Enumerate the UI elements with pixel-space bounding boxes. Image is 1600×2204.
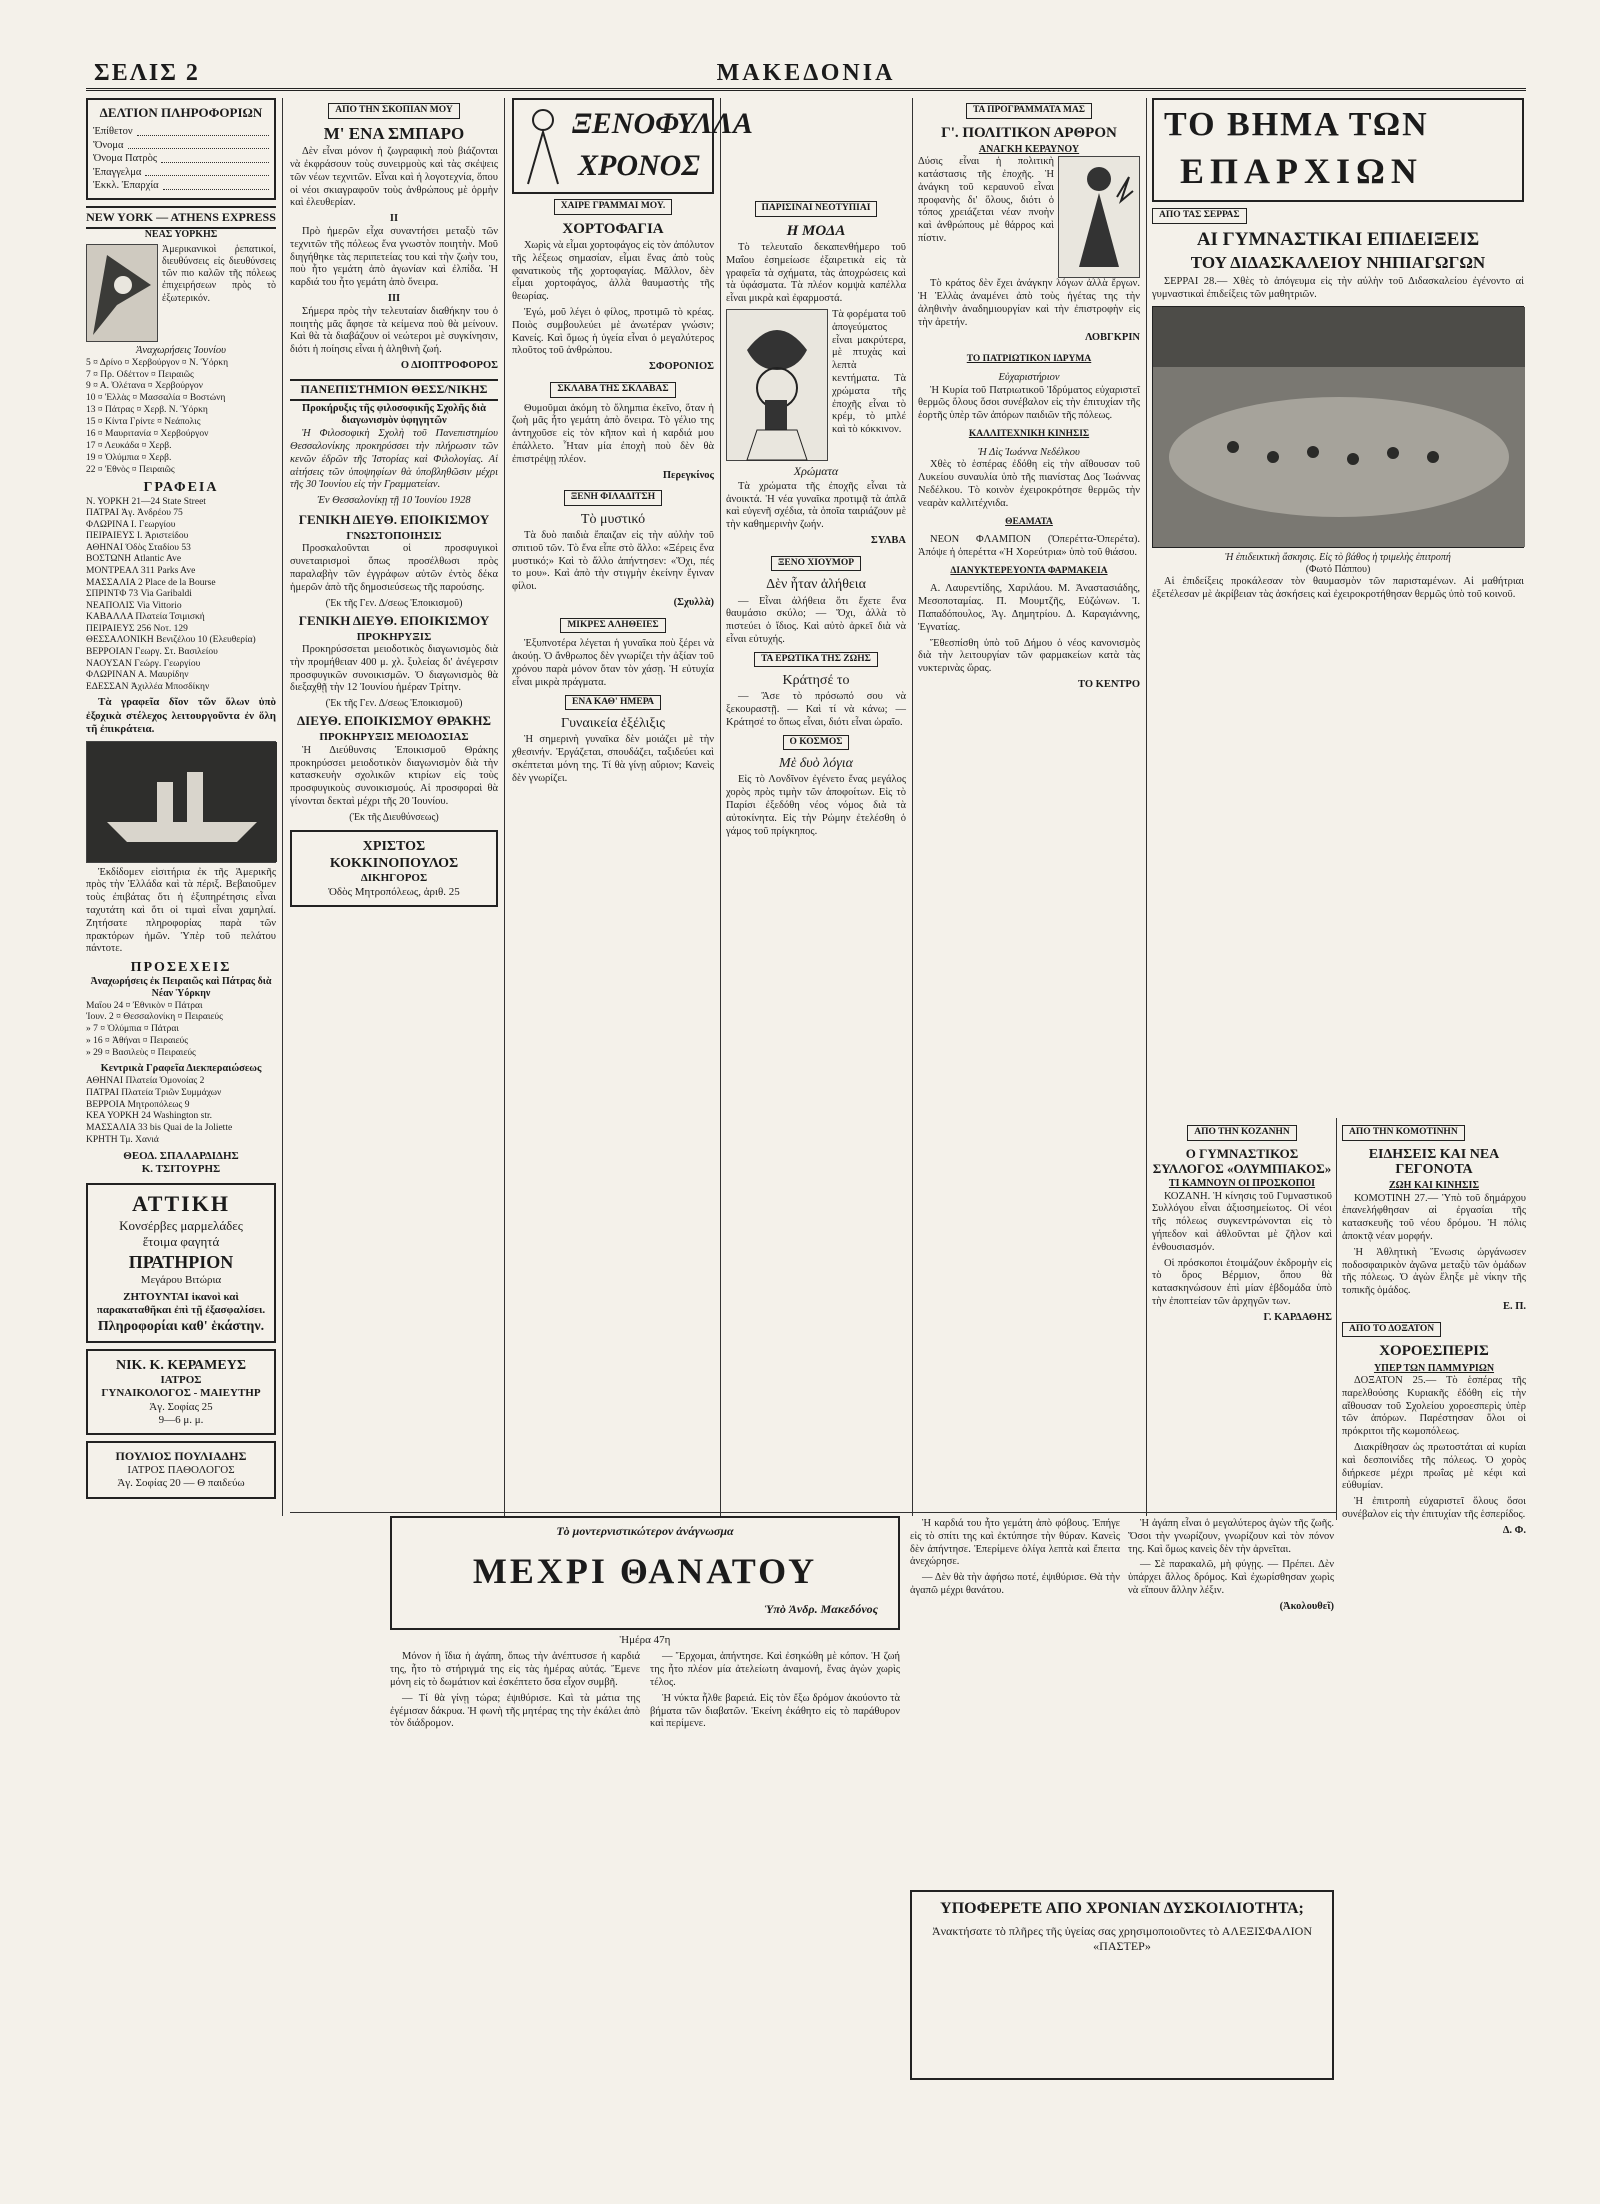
- agent-name-2: Κ. ΤΣΙΤΟΥΡΗΣ: [141, 1163, 221, 1176]
- article-paragraph: ΝΕΟΝ ΦΛΑΜΠΟΝ (Ὀπερέττα-Ὀπερέτα). Ἀπόψε ἡ ὀπερέττα «Ἡ Χορεύτρια» ὑπὸ τοῦ θιάσου.: [918, 534, 1140, 558]
- article-paragraph: Δύσις εἶναι ἡ πολιτικὴ κατάστασις τῆς ἐποχῆς. Ἡ ἀνάγκη τοῦ κεραυνοῦ εἶναι προφανὴς δι' ὅλους, διότι ὁ τόπος χρειάζεται νέαν πνοὴν καὶ ἀνθρώπους μὲ θάρρος καὶ πίστιν.: [918, 156, 1054, 245]
- list-item: ΜΑΣΣΑΛΙΑ 2 Place de la Bourse: [86, 577, 216, 588]
- list-item: Ν. ΥΟΡΚΗ 21—24 State Street: [86, 496, 206, 507]
- notice-source: (Ἐκ τῆς Γεν. Δ/σεως Ἐποικισμοῦ): [325, 597, 463, 609]
- column-rule: [912, 98, 913, 1516]
- article-paragraph: Α. Λαυρεντίδης, Χαριλάου. Μ. Ἀναστασιάδης, Μεσοποταμίας. Π. Μουμτζῆς, Εὐζώνων. Ἰ. Παπαδόπουλος, Ἀγ. Δημητρίου. Δ. Καραγιάννης, Ἐγνατίας.: [918, 583, 1140, 633]
- article-subtitle: Χρώματα: [793, 464, 839, 479]
- notice-date: Ἐν Θεσσαλονίκῃ τῇ 10 Ἰουνίου 1928: [317, 495, 471, 507]
- article-title: Η ΜΟΔΑ: [786, 222, 846, 239]
- section-kicker: ΣΚΛΑΒΑ ΤΗΣ ΣΚΛΑΒΑΣ: [550, 382, 675, 398]
- article-paragraph: Θυμοῦμαι ἀκόμη τὸ ὄλημπια ἐκεῖνο, ὅταν ἡ ζωὴ μᾶς ἦτο γεμάτη ἀπὸ ὄνειρα. Τὸ γέλιο της ἀντηχοῦσε εἰς τὸν κῆπον καὶ ἡ καρδιά μου ἐπάλλετο. Ἦταν μία ἐποχὴ ποὺ δὲν θὰ ἐπιστρέψῃ πλέον.: [512, 402, 714, 465]
- form-row: Ὀνομα Πατρὸς: [93, 152, 269, 166]
- ship-text: Ἐκδίδομεν εἰσιτήρια ἐκ τῆς Ἀμερικῆς πρὸς τὴν Ἑλλάδα καὶ τὰ πέριξ. Βεβαιοῦμεν τοὺς ἐπιβάτας ὅτι ἡ ἐξυπηρέτησις εἶναι ταχυτάτη καὶ ὅτι οἱ τιμαὶ εἶναι χαμηλαί. Ζητήσατε πληροφορίας παρὰ τῶν πρακτόρων ἡμῶν. Ὑπὲρ τοῦ πελάτου πάντοτε.: [86, 866, 276, 955]
- xenofylla-title-b: ΧΡΟΝΟΣ: [578, 149, 700, 182]
- figure-illustration: [518, 104, 568, 186]
- article-paragraph: Τὸ τελευταῖο δεκαπενθήμερο τοῦ Μαΐου ἐσημείωσε ἐξαιρετικὰ εἰς τὰ γραφεῖα τὰ σχήματα, τὰς ἀποχρώσεις καὶ τὰ ὑφάσματα. Τὰ πλέον κομψὰ καπέλλα εἶναι μικρὰ καὶ ἐφαρμοστά.: [726, 242, 906, 305]
- article-paragraph: Δὲν εἶναι μόνον ἡ ζωγραφικὴ ποὺ βιάζονται νὰ ἐκφράσουν τοὺς συνειρμοὺς καὶ τὰς σκέψεις τῶν νέων τεχνιτῶν. Εἶναι καὶ ἡ λογοτεχνία, ὅπου οἱ νέοι σκιαγραφοῦν τοὺς ἀνθρώπους μὲ ὁρμὴν καὶ ἐλευθερίαν.: [290, 146, 498, 209]
- list-item: ΚΡΗΤΗ Τμ. Χανιά: [86, 1135, 159, 1146]
- article-paragraph: Εἰς τὸ Λονδῖνον ἐγένετο ἕνας μεγάλος χορὸς πρὸς τιμὴν τῶν ἀποφοίτων. Εἰς τὸ Παρίσι ἐξεδόθη νέος νόμος διὰ τὰ αὐτοκίνητα. Εἰς τὴν Ρώμην ἐτελέσθη ὁ γάμος τοῦ πρίγκηπος.: [726, 774, 906, 837]
- column-2: ΑΠΟ ΤΗΝ ΣΚΟΠΙΑΝ ΜΟΥ Μ' ΕΝΑ ΣΜΠΑΡΟ Δὲν εἶναι μόνον ἡ ζωγραφικὴ ποὺ βιάζονται νὰ ἐκφράσουν τοὺς συνειρμοὺς καὶ τὰς σκέψεις τῶν νέων τεχνιτῶν. Εἶναι καὶ ἡ λογοτεχνία, ὅπου οἱ νέοι σκιαγραφοῦν τοὺς ἀνθρώπους μὲ ὁρμὴν καὶ ἐλευθερίαν. II Πρὸ ἡμερῶν εἶχα συναντήσει μεταξὺ τῶν τεχνιτῶν τῆς πόλεως ἕνα γνωστὸν ποιητὴν. Μοῦ διηγήθηκε τὰς περιπετείας του καὶ τὴν ζωὴν του, ποὺ ἦτο γεμάτη ἀπὸ ἀγωνίαν καὶ ἐλπίδα. Ἡ καρδιά του ἦτο γεμάτη ἀπὸ ὄνειρα. III Σήμερα πρὸς τὴν τελευταίαν διαθήκην του ὁ ποιητὴς μᾶς ἄφησε τὰ κείμενα ποὺ θὰ μείνουν. Καὶ θὰ τὰ διαβάζουν οἱ νεώτεροι μὲ συγκίνησιν, διότι ἡ ποίησις εἶναι ἡ ἀληθινὴ ζωή. Ο ΔΙΟΠΤΡΟΦΟΡΟΣ ΠΑΝΕΠΙΣΤΗΜΙΟΝ ΘΕΣΣ/ΝΙΚΗΣ Προκήρυξις τῆς φιλοσοφικῆς Σχολῆς διὰ διαγωνισμὸν ὑφηγητῶν Ἡ Φιλοσοφικὴ Σχολὴ τοῦ Πανεπιστημίου Θεσσαλονίκης προκηρύσσει τὴν πλήρωσιν τῶν κενῶν ἐδρῶν τῆς Ἱστορίας καὶ Φιλολογίας. Αἱ αἰτήσεις τῶν ὑποψηφίων θὰ ὑποβληθῶσιν μέχρι τῆς 30 Ἰουνίου εἰς τὴν Γραμματείαν. Ἐν Θεσσαλονίκῃ τῇ 10 Ἰουνίου 1928 ΓΕΝΙΚΗ ΔΙΕΥΘ. ΕΠΟΙΚΙΣΜΟΥ ΓΝΩΣΤΟΠΟΙΗΣΙΣ Προσκαλοῦνται οἱ προσφυγικοὶ συνεταιρισμοὶ ὅπως προσέλθωσι πρὸς παραλαβὴν τῶν ἐγγράφων αὐτῶν ἐντὸς δέκα ἡμερῶν ἀπὸ τῆς δημοσιεύσεως τῆς παρούσης. (Ἐκ τῆς Γεν. Δ/σεως Ἐποικισμοῦ) ΓΕΝΙΚΗ ΔΙΕΥΘ. ΕΠΟΙΚΙΣΜΟΥ ΠΡΟΚΗΡΥΞΙΣ Προκηρύσσεται μειοδοτικὸς διαγωνισμὸς διὰ τὴν προμήθειαν 400 μ. χλ. ξυλείας δι' ἀνέγερσιν προσφυγικῶν συνοικισμῶν. Ὁ διαγωνισμὸς θὰ διεξαχθῇ τὴν 12 Ἰουνίου ἡμέραν Τρίτην. (Ἐκ τῆς Γεν. Δ/σεως Ἐποικισμοῦ) ΔΙΕΥΘ. ΕΠΟΙΚΙΣΜΟΥ ΘΡΑΚΗΣ ΠΡΟΚΗΡΥΞΙΣ ΜΕΙΟΔΟΣΙΑΣ Ἡ Διεύθυνσις Ἐποικισμοῦ Θράκης προκηρύσσει μειοδοτικὸν διαγωνισμὸν διὰ τὴν κατασκευὴν σχολικῶν κτιρίων εἰς τοὺς προσφυγικοὺς συνοικισμούς. Αἱ προσφοραὶ θὰ γίνονται δεκταὶ μέχρι τῆς 20 Ἰουνίου. (Ἐκ τῆς Διευθύνσεως) ΧΡΙΣΤΟΣ ΚΟΚΚΙΝΟΠΟΥΛΟΣ ΔΙΚΗΓΟΡΟΣ Ὁδὸς Μητροπόλεως, ἀριθ. 25: [290, 98, 498, 2158]
- gymnastics-photo: [1152, 306, 1524, 548]
- attiki-ad: [86, 1183, 276, 1343]
- list-item: Μαΐου 24 ¤ Ἐθνικὸν ¤ Πάτραι: [86, 1000, 203, 1011]
- form-row: Ἐπαγγελμα: [93, 166, 269, 180]
- offices-title: ΓΡΑΦΕΙΑ: [143, 480, 219, 496]
- list-item: 22 ¤ Ἐθνὸς ¤ Πειραιῶς: [86, 464, 175, 475]
- list-item: ΝΕΑΠΟΛΙΣ Via Vittorio: [86, 600, 182, 611]
- notice-title: ΓΕΝΙΚΗ ΔΙΕΥΘ. ΕΠΟΙΚΙΣΜΟΥ: [298, 612, 490, 628]
- serial-rule: [290, 1512, 1336, 1513]
- ad-title: ΥΠΟΦΕΡΕΤΕ ΑΠΟ ΧΡΟΝΙΑΝ ΔΥΣΚΟΙΛΙΟΤΗΤΑ;: [940, 1900, 1304, 1917]
- attiki-line: Πληροφορίαι καθ' ἑκάστην.: [97, 1318, 265, 1334]
- doctor-line: Ἀγ. Σοφίας 25: [149, 1400, 213, 1413]
- article-paragraph: ΚΟΖΑΝΗ. Ἡ κίνησις τοῦ Γυμναστικοῦ Συλλόγου εἶναι ἀξιοσημείωτος. Οἱ νέοι τῆς πόλεως συγκεντρώνονται εἰς τὸ γήπεδον καὶ ἀθλοῦνται μὲ ζῆλον καὶ ἐνθουσιασμόν.: [1152, 1190, 1332, 1253]
- pasteur-ad: [910, 1890, 1334, 2080]
- list-item: ΚΕΑ ΥΟΡΚΗ 24 Washington str.: [86, 1111, 213, 1122]
- column-rule: [720, 98, 721, 1516]
- serial-paragraph: — Σὲ παρακαλῶ, μὴ φύγῃς. — Πρέπει. Δὲν ὑπάρχει ἄλλος δρόμος. Καὶ ἐχωρίσθησαν χωρὶς νὰ εἴπουν ἄλλην λέξιν.: [1128, 1559, 1334, 1596]
- poulios-name: ΠΟΥΛΙΟΣ ΠΟΥΛΙΑΔΗΣ: [115, 1449, 247, 1464]
- form-row: Ἐκκλ. Ἐπαρχία: [93, 179, 269, 193]
- article-paragraph: Ἡ σημερινὴ γυναῖκα δὲν μοιάζει μὲ τὴν χθεσινήν. Ἐργάζεται, σπουδάζει, ταξιδεύει καὶ σκέπτεται μόνη της. Τί θὰ γίνῃ αὔριον; Κανεὶς δὲν γνωρίζει.: [512, 734, 714, 784]
- article-paragraph: Ἐγώ, μοῦ λέγει ὁ φίλος, προτιμῶ τὸ κρέας. Ποιὸς συμβουλεύει μὲ ἀνωτέραν γνώσιν; Κανείς. Καὶ ὅμως ἡ ὑγεία εἶναι ὁ μεγαλύτερος πλοῦτος τοῦ ἀνθρώπου.: [512, 307, 714, 357]
- serial-paragraph: Μόνον ἡ ἴδια ἡ ἀγάπη, ὅπως τὴν ἀνέπτυσσε ἡ καρδιά της, ἦτο τὸ στήριγμά της εἰς τὰς ἡμέρας αὐτάς. Ἔμενε μόνη εἰς τὸ δωμάτιον καὶ ἐσκέπτετο ὅσα εἶχον συμβῆ.: [390, 1651, 640, 1688]
- article-paragraph: Αἱ ἐπιδείξεις προκάλεσαν τὸν θαυμασμὸν τῶν παρισταμένων. Αἱ μαθήτριαι ἐξετέλεσαν μὲ ἀκρίβειαν τὰς ἀσκήσεις καὶ ἐχειροκροτήθησαν θερμῶς ὑπὸ τοῦ κοινοῦ.: [1152, 576, 1524, 600]
- newspaper-name: ΜΑΚΕΔΟΝΙΑ: [716, 60, 896, 86]
- column-3: [512, 98, 753, 1508]
- list-item: ΦΛΩΡΙΝΑΝ Α. Μαυρίδην: [86, 670, 189, 681]
- section-kicker: ΑΠΟ ΤΗΝ ΚΟΖΑΝΗΝ: [1187, 1125, 1296, 1141]
- article-title-2: ΤΟΥ ΔΙΔΑΣΚΑΛΕΙΟΥ ΝΗΠΙΑΓΩΓΩΝ: [1190, 253, 1486, 273]
- article-paragraph: Τὸ κράτος δὲν ἔχει ἀνάγκην λόγων ἀλλὰ ἔργων. Ἡ Ἑλλὰς ἀναμένει ἀπὸ τοὺς ἡγέτας της τὴν ἀληθινὴν ἀναδημιουργίαν καὶ τὴν ἐπιστροφὴν εἰς τὴν ἀρετήν.: [918, 278, 1140, 328]
- section-kicker: ΜΙΚΡΕΣ ΑΛΗΘΕΙΕΣ: [560, 618, 665, 634]
- section-kicker: ΑΠΟ ΤΗΝ ΣΚΟΠΙΑΝ ΜΟΥ: [328, 103, 460, 119]
- section-kicker: ΞΕΝΗ ΦΙΛΑΔΙΤΣΗ: [564, 490, 662, 506]
- section-kicker: ΠΑΡΙΣΙΝΑΙ ΝΕΟΤΥΠΙΑΙ: [755, 201, 878, 217]
- column-7: [1342, 1120, 1526, 2120]
- doctor-ad: [86, 1349, 276, 1436]
- section-kicker: ΧΑΙΡΕ ΓΡΑΜΜΑΙ ΜΟΥ.: [554, 199, 673, 215]
- list-item: 17 ¤ Λευκάδα ¤ Χερβ.: [86, 440, 172, 451]
- article-subtitle: ΖΩΗ ΚΑΙ ΚΙΝΗΣΙΣ: [1389, 1180, 1479, 1192]
- doctor-line: ΙΑΤΡΟΣ: [160, 1373, 202, 1386]
- article-lead: ΣΕΡΡΑΙ 28.— Χθὲς τὸ ἀπόγευμα εἰς τὴν αὐλὴν τοῦ Διδασκαλείου ἐγένοντο αἱ γυμναστικαὶ ἐπιδείξεις τῶν μαθητριῶν.: [1152, 276, 1524, 300]
- list-item: » 7 ¤ Ὀλύμπια ¤ Πάτραι: [86, 1024, 179, 1035]
- list-item: ΒΟΣΤΩΝΗ Atlantic Ave: [86, 554, 182, 565]
- agent-name: ΘΕΟΔ. ΣΠΑΛΑΡΔΙΔΗΣ: [123, 1150, 239, 1162]
- steamship-illustration: [86, 741, 276, 863]
- article-signature: ΛΟΒΓΚΡΙΝ: [1084, 332, 1140, 344]
- list-item: ΒΕΡΡΟΙΑΝ Γεωργ. Στ. Βασιλείου: [86, 647, 218, 658]
- article-paragraph: Χθὲς τὸ ἑσπέρας ἐδόθη εἰς τὴν αἴθουσαν τοῦ Λυκείου συναυλία ὑπὸ τῆς πιανίστας Δος Ἰωάννας Νεδέλκου. Τὸ κοινὸν ἐχειροκρότησε θερμῶς τὴν νεαρὰν καλλιτέχνιδα.: [918, 459, 1140, 509]
- column-5: [918, 98, 1140, 1508]
- article-paragraph: Οἱ πρόσκοποι ἑτοιμάζουν ἐκδρομὴν εἰς τὸ ὄρος Βέρμιον, ὅπου θὰ κατασκηνώσουν ἐπὶ μίαν ἑβδομάδα ὑπὸ τὴν ἐποπτείαν τῶν ἀρχηγῶν των.: [1152, 1257, 1332, 1308]
- list-item: 13 ¤ Πάτρας ¤ Χερβ. Ν. Ὑόρκη: [86, 405, 208, 416]
- xenofylla-header: [512, 98, 753, 194]
- article-title: ΕΙΔΗΣΕΙΣ ΚΑΙ ΝΕΑ ΓΕΓΟΝΟΤΑ: [1368, 1146, 1500, 1177]
- article-signature: ΤΟ ΚΕΝΤΡΟ: [1078, 678, 1140, 690]
- form-title: ΔΕΛΤΙΟΝ ΠΛΗΡΟΦΟΡΙΩΝ: [99, 105, 263, 120]
- fashion-illustration: [726, 309, 828, 461]
- masthead: [86, 60, 1526, 91]
- notice-text: Ἡ Φιλοσοφικὴ Σχολὴ τοῦ Πανεπιστημίου Θεσσαλονίκης προκηρύσσει τὴν πλήρωσιν τῶν κενῶν ἐδρῶν τῆς Ἱστορίας καὶ Φιλολογίας. Αἱ αἰτήσεις τῶν ὑποψηφίων θὰ ὑποβληθῶσιν μέχρι τῆς 30 Ἰουνίου εἰς τὴν Γραμματείαν.: [290, 428, 498, 491]
- section-kicker: ΤΑ ΠΡΟΓΡΑΜΜΑΤΑ ΜΑΣ: [966, 103, 1092, 119]
- photo-credit: (Φωτό Πάππου): [1305, 563, 1371, 575]
- list-item: » 29 ¤ Βασιλεὺς ¤ Πειραιεύς: [86, 1048, 196, 1059]
- notice-title: ΔΙΕΥΘ. ΕΠΟΙΚΙΣΜΟΥ ΘΡΑΚΗΣ: [297, 713, 491, 729]
- article-signature: (Σχυλλὰ): [673, 597, 714, 609]
- attiki-line: Κονσέρβες μαρμελάδες: [119, 1217, 243, 1233]
- article-signature: Ε. Π.: [1502, 1300, 1526, 1312]
- lawyer-name: ΧΡΙΣΤΟΣ ΚΟΚΚΙΝΟΠΟΥΛΟΣ: [329, 838, 459, 872]
- serial-kicker: Τὸ μοντερνιστικώτερον ἀνάγνωσμα: [556, 1524, 734, 1538]
- subscription-form: [86, 98, 276, 200]
- list-item: 5 ¤ Δρίνο ¤ Χερβούργον ¤ Ν. Ὑόρκη: [86, 357, 229, 368]
- doctor-name: ΝΙΚ. Κ. ΚΕΡΑΜΕΥΣ: [116, 1357, 246, 1373]
- article-paragraph: Τὰ δυὸ παιδιὰ ἔπαιζαν εἰς τὴν αὐλὴν τοῦ σπιτιοῦ τῶν. Τὸ ἕνα εἶπε στὸ ἄλλο: «Ξέρεις ἕνα μυστικό;» Καὶ τὸ ἄλλο ἀπήντησεν: «Ὄχι, πές το μου». Καὶ ἀπὸ τὴν στιγμὴν ἐκείνην ἔγιναν φίλοι.: [512, 530, 714, 593]
- list-item: ΠΑΤΡΑΙ Πλατεία Τριῶν Συμμάχων: [86, 1087, 222, 1098]
- article-subtitle: ΥΠΕΡ ΤΩΝ ΠΑΜΜΥΡΙΩΝ: [1373, 1362, 1495, 1374]
- article-title: Ο ΓΥΜΝΑΣΤΙΚΟΣ ΣΥΛΛΟΓΟΣ «ΟΛΥΜΠΙΑΚΟΣ»: [1152, 1145, 1332, 1176]
- offices-list: [86, 497, 276, 694]
- poulios-line: ΙΑΤΡΟΣ ΠΑΘΟΛΟΓΟΣ: [127, 1463, 235, 1476]
- attiki-line: ΖΗΤΟΥΝΤΑΙ ἱκανοὶ καὶ παρακαταθῆκαι ἐπὶ τῇ ἐξασφαλίσει.: [96, 1290, 266, 1317]
- article-title: Τὸ μυστικό: [580, 511, 646, 527]
- serial-day: Ἡμέρα 47η: [619, 1634, 671, 1646]
- serial-novel: [390, 1516, 900, 2126]
- list-item: 19 ¤ Ὀλύμπια ¤ Χερβ.: [86, 452, 172, 463]
- section-kicker: ΤΑ ΕΡΩΤΙΚΑ ΤΗΣ ΖΩΗΣ: [754, 652, 878, 668]
- article-paragraph: ΔΟΞΑΤΟΝ 25.— Τὸ ἑσπέρας τῆς παρελθούσης Κυριακῆς ἐδόθη εἰς τὴν αἴθουσαν τοῦ Σχολείου χοροεσπερὶς ὑπὲρ τῶν ἀπόρων. Παρέστησαν ὅλοι οἱ πρόκριτοι τῆς κωμοπόλεως.: [1342, 1374, 1526, 1438]
- list-item: » 16 ¤ Ἀθήναι ¤ Πειραιεύς: [86, 1036, 188, 1047]
- ad-text: Ἀνακτήσατε τὸ πλῆρες τῆς ὑγείας σας χρησιμοποιοῦντες τὸ ΑΛΕΞΙΣΦΑΛΙΟΝ «ΠΑΣΤΕΡ»: [931, 1924, 1313, 1953]
- article-subtitle: Ἡ Δὶς Ἰωάννα Νεδέλκου: [978, 446, 1080, 458]
- article-paragraph: Τὰ χρώματα τῆς ἐποχῆς εἶναι τὰ ἀνοικτά. Ἡ νέα γυναῖκα προτιμᾷ τὰ ἁπλᾶ καὶ εὐγενῆ σχέδια, τὰ ὁποῖα ταιριάζουν μὲ τὴν καθημερινὴν ζωήν.: [726, 480, 906, 531]
- doctor-line: ΓΥΝΑΙΚΟΛΟΓΟΣ - ΜΑΙΕΥΤΗΡ: [101, 1387, 261, 1400]
- article-paragraph: Τὰ φορέματα τοῦ ἀπογεύματος εἶναι μακρύτερα, μὲ πτυχὰς καὶ λεπτὰ κεντήματα. Τὰ χρώματα τῆς ἐποχῆς εἶναι τὸ κρέμ, τὸ μπλέ καὶ τὸ κόκκινον.: [832, 309, 906, 436]
- article-signature: Ο ΔΙΟΠΤΡΟΦΟΡΟΣ: [400, 360, 498, 372]
- article-title: Γυναικεία ἐξέλιξις: [561, 716, 665, 732]
- article-subtitle: ΑΝΑΓΚΗ ΚΕΡΑΥΝΟΥ: [978, 144, 1080, 156]
- list-item: ΠΕΙΡΑΙΕΥΣ Ι. Ἀριστείδου: [86, 531, 189, 542]
- article-title: ΧΟΡΤΟΦΑΓΙΑ: [562, 220, 664, 237]
- article-title: ΑΙ ΓΥΜΝΑΣΤΙΚΑΙ ΕΠΙΔΕΙΞΕΙΣ: [1196, 228, 1480, 250]
- notice-text: Προσκαλοῦνται οἱ προσφυγικοὶ συνεταιρισμοὶ ὅπως προσέλθωσι πρὸς παραλαβὴν τῶν ἐγγράφων αὐτῶν ἐντὸς δέκα ἡμερῶν ἀπὸ τῆς δημοσιεύσεως τῆς παρούσης.: [290, 543, 498, 593]
- article-paragraph: Χωρὶς νὰ εἶμαι χορτοφάγος εἰς τὸν ἀπόλυτον τῆς λέξεως σημασίαν, εἶμαι ἕνας ἀπὸ τοὺς φανατικοὺς τῆς χορτοφαγίας. Μᾶλλον, δὲν εἶμαι χορτοφάγος, ἀλλὰ θαυμαστὴς τῆς θεωρίας.: [512, 240, 714, 303]
- serial-paragraph: — Δὲν θὰ τὴν ἀφήσω ποτέ, ἐψιθύρισε. Θὰ τὴν ἀγαπῶ μέχρι θανάτου.: [910, 1572, 1120, 1596]
- article-paragraph: — Εἶναι ἀλήθεια ὅτι ἔχετε ἕνα θαυμάσιο σκύλο; — Ὄχι, ἀλλὰ τὸ πιστεύει ὁ ἴδιος. Καὶ αὐτὸ ἀρκεῖ διὰ νὰ εἶναι εὐτυχής.: [726, 595, 906, 645]
- notice-source: (Ἐκ τῆς Γεν. Δ/σεως Ἐποικισμοῦ): [325, 698, 463, 710]
- column-rule: [504, 98, 505, 1516]
- list-item: ΜΑΣΣΑΛΙΑ 33 bis Quai de la Joliette: [86, 1123, 233, 1134]
- article-paragraph: Σήμερα πρὸς τὴν τελευταίαν διαθήκην του ὁ ποιητὴς μᾶς ἄφησε τὰ κείμενα ποὺ θὰ μείνουν. Καὶ θὰ τὰ διαβάζουν οἱ νεώτεροι μὲ συγκίνησιν, διότι ἡ ποίησις εἶναι ἡ ἀληθινὴ ζωή.: [290, 305, 498, 356]
- article-signature: ΣΦΟΡΟΝΙΟΣ: [648, 361, 714, 373]
- serial-continue: (Ἀκολουθεῖ): [1279, 1600, 1334, 1612]
- article-title: Κράτησέ το: [782, 673, 850, 689]
- article-paragraph: ΚΟΜΟΤΙΝΗ 27.— Ὑπὸ τοῦ δημάρχου ἐπανελήφθησαν αἱ ἐργασίαι τῆς κατασκευῆς τοῦ νέου δρόμου. Ἡ πόλις ἀποκτᾷ νέαν μορφήν.: [1342, 1192, 1526, 1242]
- article-paragraph: Διακρίθησαν ὡς πρωτοστάται αἱ κυρίαι καὶ δεσποινίδες τῆς πόλεως. Ὁ χορὸς διήρκεσε μέχρι πρωΐας μὲ κέφι καὶ εὐθυμίαν.: [1342, 1441, 1526, 1492]
- page-number: ΣΕΛΙΣ 2: [94, 60, 200, 86]
- section-kicker: ΑΠΟ ΤΗΝ ΚΟΜΟΤΙΝΗΝ: [1342, 1125, 1465, 1141]
- article-paragraph: Ἐξυπνοτέρα λέγεται ἡ γυναῖκα ποὺ ξέρει νὰ ἀκούῃ. Ὁ ἄνθρωπος δὲν γνωρίζει τὴν ἀξίαν τοῦ χρόνου παρὰ μόνον ὅταν τὸν χάσῃ. Ἡ εὐτυχία εἶναι μικρὰ πράγματα.: [512, 638, 714, 688]
- list-item: ΜΟΝΤΡΕΑΛ 311 Parks Ave: [86, 565, 196, 576]
- vima-header: [1152, 98, 1524, 202]
- column-6-lower: [1152, 1120, 1332, 1518]
- list-item: 10 ¤ Ἑλλὰς ¤ Μασσαλία ¤ Βοστώνη: [86, 393, 226, 404]
- ny-express-tail: Τὰ γραφεῖα δῖον τῶν ὅλων ὑπὸ ἐξοχικὰ στέλεχος λειτουργοῦντα ἐν ὅλη τῆ ἐπικράτεια.: [86, 696, 276, 736]
- list-item: 7 ¤ Πρ. Οδέττον ¤ Πειραιῶς: [86, 369, 194, 380]
- ship-flag-illustration: [86, 244, 158, 342]
- column-rule: [1336, 1118, 1337, 1520]
- notice-text: Ἡ Διεύθυνσις Ἐποικισμοῦ Θράκης προκηρύσσει μειοδοτικὸν διαγωνισμὸν διὰ τὴν κατασκευὴν σχολικῶν κτιρίων εἰς τοὺς προσφυγικοὺς συνοικισμούς. Αἱ προσφοραὶ θὰ γίνονται δεκταὶ μέχρι τῆς 20 Ἰουνίου.: [290, 744, 498, 807]
- notice-title: ΠΑΝΕΠΙΣΤΗΜΙΟΝ ΘΕΣΣ/ΝΙΚΗΣ: [290, 379, 498, 401]
- list-item: ΑΘΗΝΑΙ Ὁδὸς Σταδίου 53: [86, 542, 191, 553]
- article-paragraph: Πρὸ ἡμερῶν εἶχα συναντήσει μεταξὺ τῶν τεχνιτῶν τῆς πόλεως ἕνα γνωστὸν ποιητὴν. Μοῦ διηγήθηκε τὰς περιπετείας του καὶ τὴν ζωὴν του, ποὺ ἦτο γεμάτη ἀπὸ ἀγωνίαν καὶ ἐλπίδα. Ἡ καρδιά του ἦτο γεμάτη ἀπὸ ὄνειρα.: [290, 226, 498, 289]
- section-kicker: ΘΕΑΜΑΤΑ: [1005, 516, 1053, 527]
- list-item: ΚΑΒΑΛΛΑ Πλατεία Τσιμισκή: [86, 612, 205, 623]
- serial-title: ΜΕΧΡΙ ΘΑΝΑΤΟΥ: [472, 1551, 818, 1591]
- attiki-name: ΑΤΤΙΚΗ: [132, 1190, 230, 1216]
- section-kicker: ΔΙΑΝΥΚΤΕΡΕΥΟΝΤΑ ΦΑΡΜΑΚΕΙΑ: [950, 565, 1108, 576]
- notice-subtitle: ΠΡΟΚΗΡΥΞΙΣ: [356, 630, 432, 643]
- poulios-ad: [86, 1441, 276, 1498]
- article-paragraph: Ἡ ἐπιτροπὴ εὐχαριστεῖ ὅλους ὅσοι συνέβαλον εἰς τὴν ἐπιτυχίαν τῆς ἑσπερίδος.: [1342, 1496, 1526, 1520]
- article-title: Μ' ΕΝΑ ΣΜΠΑΡΟ: [323, 123, 465, 143]
- list-item: ΠΑΤΡΑΙ Ἀγ. Ἀνδρέου 75: [86, 508, 183, 519]
- notice-subtitle: ΠΡΟΚΗΡΥΞΙΣ ΜΕΙΟΔΟΣΙΑΣ: [319, 731, 469, 744]
- attiki-line: Μεγάρου Βιτώρια: [140, 1274, 222, 1287]
- notice-source: (Ἐκ τῆς Διευθύνσεως): [349, 811, 439, 823]
- article-signature: Γ. ΚΑΡΔΑΘΗΣ: [1263, 1311, 1332, 1323]
- prosexeis-title: ΠΡΟΣΕΧΕΙΣ: [130, 960, 232, 976]
- serial-paragraph: Ἡ νύκτα ἦλθε βαρειά. Εἰς τὸν ἔξω δρόμον ἀκούοντο τὰ βήματα τῶν διαβατῶν. Ἐκείνη ἐκάθητο εἰς τὸ παράθυρον καὶ περίμενε.: [650, 1692, 900, 1730]
- serial-paragraph: — Τί θὰ γίνῃ τώρα; ἐψιθύρισε. Καὶ τὰ μάτια της ἐγέμισαν δάκρυα. Ἡ φωνὴ τῆς μητέρας της τὴν ἐκάλει ἀπὸ τὸν διάδρομον.: [390, 1692, 640, 1730]
- section-kicker: ΑΠΟ ΤΟ ΔΟΞΑΤΟΝ: [1342, 1322, 1441, 1338]
- article-title: Γ'. ΠΟΛΙΤΙΚΟΝ ΑΡΘΡΟΝ: [941, 124, 1117, 141]
- section-kicker: Ο ΚΟΣΜΟΣ: [783, 735, 850, 751]
- serial-header: [390, 1516, 900, 1630]
- list-item: ΕΔΕΣΣΑΝ Ἀχιλλέα Μποσδίκην: [86, 681, 210, 692]
- article-title: ΧΟΡΟΕΣΠΕΡΙΣ: [1379, 1343, 1489, 1360]
- notice-title: ΓΕΝΙΚΗ ΔΙΕΥΘ. ΕΠΟΙΚΙΣΜΟΥ: [298, 511, 490, 527]
- attiki-line: ΠΡΑΤΗΡΙΟΝ: [128, 1252, 234, 1273]
- arrivals-list: [86, 358, 276, 477]
- list-item: ΠΕΙΡΑΙΕΥΣ 256 Νοτ. 129: [86, 623, 188, 634]
- article-title: Δὲν ἦταν ἀλήθεια: [766, 577, 866, 593]
- list-item: 15 ¤ Κίντα Γρίντε ¤ Νεάπολις: [86, 417, 201, 428]
- serial-paragraph: Ἡ ἀγάπη εἶναι ὁ μεγαλύτερος ἀγὼν τῆς ζωῆς. Ὅσοι τὴν γνωρίζουν, γνωρίζουν καὶ τὸν πόνον της. Καὶ ὅμως κανεὶς δὲν τὴν ἀρνεῖται.: [1128, 1518, 1334, 1555]
- vima-title-a: ΤΟ ΒΗΜΑ ΤΩΝ: [1164, 106, 1429, 143]
- form-row: Ἐπίθετον: [93, 125, 269, 139]
- lawyer-address: Ὁδὸς Μητροπόλεως, ἀριθ. 25: [328, 885, 460, 898]
- serial-paragraph: — Ἔρχομαι, ἀπήντησε. Καὶ ἐσηκώθη μὲ κόπον. Ἡ ζωή της ἦτο πλέον μία ἀτελείωτη ἀναμονή, ἕνας ἀγὼν χωρὶς τέλος.: [650, 1651, 900, 1688]
- column-1: [86, 98, 276, 2158]
- poulios-line: Ἀγ. Σοφίας 20 — Θ παιδεύω: [117, 1477, 245, 1490]
- column-rule: [282, 98, 283, 1516]
- list-item: 16 ¤ Μαυριτανία ¤ Χερβούργον: [86, 428, 209, 439]
- article-paragraph: Ἡ Κυρία τοῦ Πατριωτικοῦ Ἱδρύματος εὐχαριστεῖ θερμῶς ὅλους ὅσοι συνέβαλον εἰς τὴν ἐπιτυχίαν τῆς ἑορτῆς ὑπὲρ τῶν ἀπόρων παιδιῶν τῆς πόλεως.: [918, 384, 1140, 422]
- article-signature: Δ. Φ.: [1502, 1524, 1526, 1536]
- section-kicker: ΚΑΛΛΙΤΕΧΝΙΚΗ ΚΙΝΗΣΙΣ: [968, 429, 1090, 440]
- section-kicker: ΤΟ ΠΑΤΡΙΩΤΙΚΟΝ ΙΔΡΥΜΑ: [966, 354, 1092, 365]
- notice-subtitle: ΓΝΩΣΤΟΠΟΙΗΣΙΣ: [346, 529, 442, 542]
- section-kicker: ΞΕΝΟ ΧΙΟΥΜΟΡ: [771, 556, 861, 572]
- photo-caption: Ἡ ἐπιδεικτικὴ ἄσκησις. Εἰς τὸ βάθος ἡ τριμελὴς ἐπιτροπή: [1225, 551, 1451, 563]
- list-item: ΒΕΡΡΟΙΑ Μητροπόλεως 9: [86, 1099, 190, 1110]
- list-item: ΝΑΟΥΣΑΝ Γεώργ. Γεωργίου: [86, 658, 201, 669]
- ny-express-title: NEW YORK — ATHENS EXPRESS: [86, 206, 276, 229]
- column-rule: [1146, 98, 1147, 1516]
- notice-text: Προκηρύσσεται μειοδοτικὸς διαγωνισμὸς διὰ τὴν προμήθειαν 400 μ. χλ. ξυλείας δι' ἀνέγερσιν προσφυγικῶν συνοικισμῶν. Ὁ διαγωνισμὸς θὰ διεξαχθῇ τὴν 12 Ἰουνίου ἡμέραν Τρίτην.: [290, 644, 498, 694]
- serial-author: Ὑπὸ Ἀνδρ. Μακεδόνος: [764, 1602, 878, 1616]
- agents-title: Κεντρικὰ Γραφεῖα Διεκπεραιώσεως: [100, 1062, 262, 1074]
- arrivals-title: Ἀναχωρήσεις Ἰουνίου: [135, 344, 226, 356]
- serial-continuation: [910, 1518, 1120, 1878]
- article-paragraph: — Ἄσε τὸ πρόσωπό σου νὰ ξεκουραστῇ. — Καὶ τί νὰ κάνω; — Κράτησέ το ὅπως εἶναι, διότι εἶναι ὡραῖο.: [726, 691, 906, 728]
- xenofylla-title-a: ΞΕΝΟΦΥΛΛΑ: [572, 107, 753, 140]
- attiki-line: ἕτοιμα φαγητά: [142, 1233, 220, 1249]
- prosexeis-list: [86, 1001, 276, 1060]
- list-item: ΣΠΡΙΝΤΦ 73 Via Garibaldi: [86, 589, 192, 600]
- list-item: ΦΛΩΡΙΝΑ Ι. Γεωργίου: [86, 519, 176, 530]
- list-item: 9 ¤ Α. Ὀλέτανα ¤ Χερβούργον: [86, 381, 203, 392]
- lawyer-role: ΔΙΚΗΓΟΡΟΣ: [360, 872, 428, 885]
- list-item: ΑΘΗΝΑΙ Πλατεία Ὁμονοίας 2: [86, 1075, 205, 1086]
- ny-express-text: Ἀμερικανικοὶ ῥεπατικοί, διευθύνσεις εἰς διευθύνσεις τῶν πιο καλῶν τῆς πόλεως ἐπιχειρήσεων πρὸς τὸ ἐξωτερικόν.: [162, 243, 276, 304]
- column-6-top: [1152, 98, 1524, 1118]
- zeus-illustration: [1058, 156, 1140, 278]
- serial-continuation-2: [1128, 1518, 1334, 1878]
- article-signature: Περεγκίνος: [662, 469, 714, 481]
- list-item: ΘΕΣΣΑΛΟΝΙΚΗ Βενιζέλου 10 (Ελευθερία): [86, 635, 256, 646]
- vima-title-b: ΕΠΑΡΧΙΩΝ: [1180, 151, 1423, 191]
- article-subtitle: ΤΙ ΚΑΜΝΟΥΝ ΟΙ ΠΡΟΣΚΟΠΟΙ: [1168, 1178, 1316, 1190]
- notice-subtitle: Προκήρυξις τῆς φιλοσοφικῆς Σχολῆς διὰ διαγωνισμὸν ὑφηγητῶν: [302, 402, 486, 427]
- section-kicker: ΕΝΑ ΚΑΘ' ΗΜΕΡΑ: [565, 695, 661, 711]
- serial-paragraph: Ἡ καρδιά του ἦτο γεμάτη ἀπὸ φόβους. Ἐπήγε εἰς τὸ σπίτι της καὶ ἐκτύπησε τὴν θύραν. Κανεὶς δὲν ἀπήντησε. Ἐπερίμενε ὀλίγα λεπτὰ καὶ ἔπειτα ἀνεχώρησε.: [910, 1518, 1120, 1568]
- form-row: Ὄνομα: [93, 139, 269, 153]
- article-subtitle: Εὐχαριστήριον: [998, 371, 1060, 383]
- doctor-line: 9—6 μ. μ.: [158, 1413, 204, 1426]
- article-signature: ΣΥΛΒΑ: [870, 535, 906, 547]
- article-paragraph: Ἡ Ἀθλητικὴ Ἕνωσις ὠργάνωσεν ποδοσφαιρικὸν ἀγῶνα μεταξὺ τῶν ὁμάδων τῆς πόλεως. Ὁ ἀγὼν ἔληξε μὲ νίκην τῆς τοπικῆς ὁμάδος.: [1342, 1246, 1526, 1297]
- ny-express-sub: ΝΕΑΣ ΥΟΡΚΗΣ: [144, 228, 218, 240]
- article-title: Μὲ δυὸ λόγια: [779, 756, 853, 772]
- column-4: [726, 98, 906, 1508]
- list-item: Ἰουν. 2 ¤ Θεσσαλονίκη ¤ Πειραιεύς: [86, 1012, 223, 1023]
- section-kicker: ΑΠΟ ΤΑΣ ΣΕΡΡΑΣ: [1152, 208, 1247, 224]
- article-paragraph: Ἔθεσπίσθη ὑπὸ τοῦ Δήμου ὁ νέος κανονισμὸς διὰ τὴν λειτουργίαν τῶν φαρμακείων κατὰ τὰς νυκτερινὰς ὥρας.: [918, 637, 1140, 675]
- lawyer-ad: [290, 830, 498, 907]
- agents-list: [86, 1076, 276, 1147]
- prosexeis-sub: Ἀναχωρήσεις ἐκ Πειραιῶς καὶ Πάτρας διὰ Νέαν Ὑόρκην: [90, 976, 272, 1000]
